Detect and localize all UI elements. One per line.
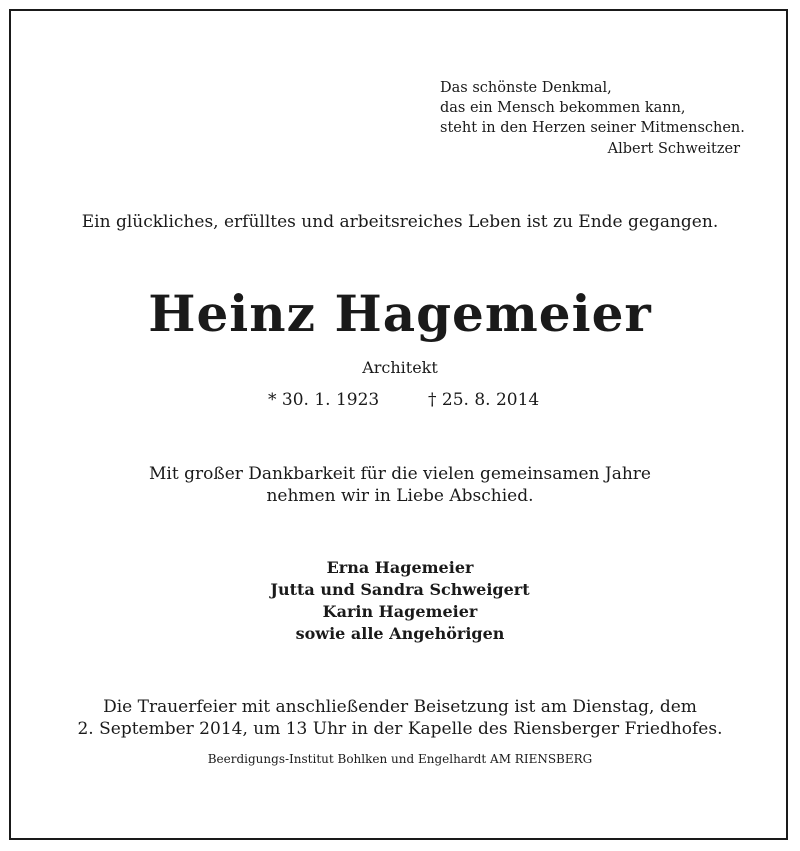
birth-date: * 30. 1. 1923 [268, 390, 380, 410]
mourner-name: Jutta und Sandra Schweigert [270, 580, 530, 599]
quote-line: steht in den Herzen seiner Mitmenschen. [440, 120, 745, 136]
quote-line: Das schönste Denkmal, [440, 80, 612, 96]
deceased-name: Heinz Hagemeier [148, 284, 652, 343]
deceased-profession: Architekt [362, 358, 438, 377]
mourners-list [0, 557, 800, 645]
ceremony-line: Die Trauerfeier mit anschließender Beisetzung ist am Dienstag, dem [103, 697, 697, 717]
gratitude-line: nehmen wir in Liebe Abschied. [266, 486, 534, 506]
ceremony-line: 2. September 2014, um 13 Uhr in der Kapelle des Riensberger Friedhofes. [77, 719, 723, 739]
gratitude-text [0, 463, 800, 507]
mourner-name: sowie alle Angehörigen [295, 624, 505, 643]
mourner-name: Karin Hagemeier [322, 602, 478, 621]
quote-author: Albert Schweitzer [607, 141, 740, 157]
mourner-name: Erna Hagemeier [326, 558, 474, 577]
funeral-home: Beerdigungs-Institut Bohlken und Engelhardt AM RIENSBERG [207, 752, 593, 766]
intro-text: Ein glückliches, erfülltes und arbeitsreiches Leben ist zu Ende gegangen. [81, 212, 719, 232]
quote-line: das ein Mensch bekommen kann, [440, 100, 686, 116]
death-date: † 25. 8. 2014 [428, 390, 540, 410]
quote [440, 78, 745, 138]
gratitude-line: Mit großer Dankbarkeit für die vielen gemeinsamen Jahre [149, 464, 651, 484]
ceremony-text [0, 696, 800, 740]
